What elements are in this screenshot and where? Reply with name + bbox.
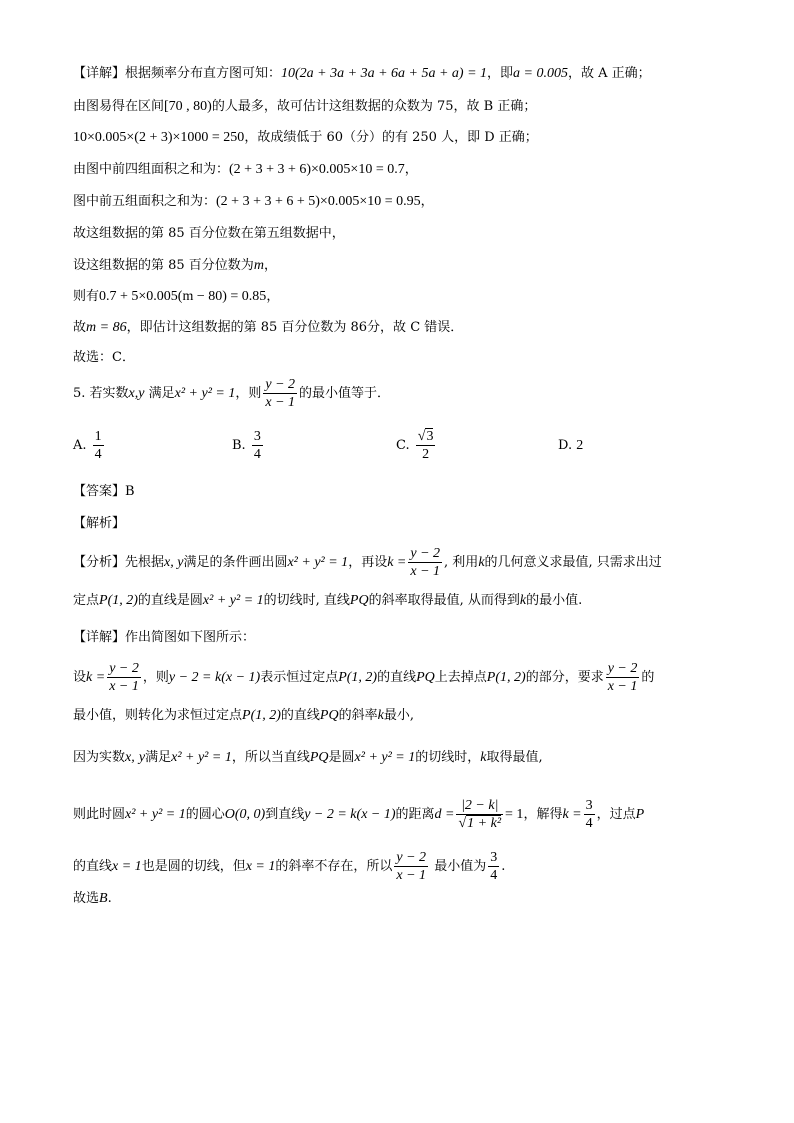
option-c-label: C. [396,438,410,453]
fenxi-mid2: ，再设 [348,555,388,570]
question-5 [73,376,734,411]
option-a-den: 4 [94,447,102,462]
s3-mid4: 的切线时， [415,750,481,765]
s5-fraction [394,849,428,884]
p1-line [73,64,734,84]
s1-mid: ，则 [142,670,169,685]
q5-fraction [263,376,297,411]
p7-line [73,256,734,276]
end-tail: . [107,891,112,906]
fenxi-k3: k [519,593,527,608]
s1-eq: y − 2 = k(x − 1) [168,670,261,685]
fenxi-tail: 的几何意义求最值, 只需求出过 [484,555,662,570]
p8-equation: 0.7 + 5×0.005(m − 80) = 0.85 [99,289,267,304]
fenxi-vars: x, y [164,555,184,570]
p9-lead: 故 [73,320,87,335]
s5-vnum: 3 [490,850,498,865]
s4-eq: x² + y² = 1 [125,807,186,822]
s4-k: k = [562,807,582,822]
fenxi-l2-mid2: 的切线时, 直线 [263,593,350,608]
s3-line [73,748,734,768]
option-a-num: 1 [94,429,102,444]
s2-point: P(1, 2) [242,708,281,723]
s2-tail: 最小, [383,708,414,723]
option-d-value: 2 [576,438,584,453]
s4-knum: 3 [585,798,593,813]
p1-lead: 【详解】根据频率分布直方图可知： [73,66,282,81]
s4-eq3: = 1 [505,807,524,822]
fenxi-fraction [408,545,442,580]
q5-tail: 的最小值等于． [299,386,391,401]
p5-tail: ， [420,194,434,209]
p8-tail: ， [266,289,280,304]
s3-lead: 因为实数 [73,750,126,765]
s4-mid4: ，解得 [523,807,563,822]
s1-num2: y − 2 [607,661,638,676]
s1-pq: PQ [416,670,435,685]
p5-equation: (2 + 3 + 3 + 6 + 5)×0.005×10 = 0.95 [216,194,421,209]
p7-var: m [253,258,264,273]
s1-mid5: 的部分，要求 [525,670,604,685]
s3-mid3: 是圆 [328,750,355,765]
option-b[interactable] [232,428,265,463]
p7-lead: 设这组数据的第 85 百分位数为 [73,258,254,273]
s5-lead: 的直线 [73,859,113,874]
p4-line [73,160,734,180]
q5-vars: x,y [128,386,145,401]
s4-den-wrap: √1 + k² [458,816,502,831]
option-b-den: 4 [253,447,261,462]
p3-equation: 10×0.005×(2 + 3)×1000 = 250 [73,130,245,145]
s3-pq: PQ [309,750,329,765]
s2-lead: 最小值，则转化为求恒过定点 [73,708,243,723]
p1-equation-2: a = 0.005 [513,66,568,81]
p2-line [73,97,734,117]
s4-k-fraction [584,797,595,832]
p5-lead: 图中前五组面积之和为： [73,194,217,209]
option-a[interactable] [73,428,106,463]
option-a-label: A. [73,438,87,453]
s1-point2: P(1, 2) [486,670,526,685]
s1-mid2: 表示恒过定点 [260,670,339,685]
p4-tail: ， [404,162,418,177]
p1-equation: 10(2a + 3a + 3a + 6a + 5a + a) = 1 [281,66,488,81]
p2-lead: 由图易得在区间 [73,99,165,114]
option-b-label: B. [232,438,246,453]
fenxi-point: P(1, 2) [99,593,138,608]
fenxi-lead: 【分析】先根据 [73,555,165,570]
s3-eq2: x² + y² = 1 [354,750,416,765]
p9-line [73,318,734,338]
s5-den: x − 1 [396,868,427,883]
q5-frac-den: x − 1 [265,395,296,410]
q5-mid2: ，则 [235,386,262,401]
s5-mid3: 最小值为 [430,859,487,874]
s1-num: y − 2 [109,661,139,676]
p9-equation: m = 86 [86,320,127,335]
s5-mid2: 的斜率不存在，所以 [275,859,393,874]
option-c-radicand: 3 [426,429,434,444]
s4-num: |2 − k| [456,797,503,815]
q5-equation: x² + y² = 1 [174,386,236,401]
fenxi-den: x − 1 [410,564,441,579]
s3-tail: 取得最值, [486,750,543,765]
q5-mid: 满足 [144,386,175,401]
option-c-fraction [416,428,436,463]
p6-line: 故这组数据的第 85 百分位数在第五组数据中， [73,226,345,241]
fenxi-mid: 满足的条件画出圆 [183,555,288,570]
p4-equation: (2 + 3 + 3 + 6)×0.005×10 = 0.7 [229,162,405,177]
s5-tail: . [501,859,506,874]
fenxi-k: k = [387,555,407,570]
p2-tail: 的人最多，故可估计这组数据的众数为 75，故 B 正确； [211,99,537,114]
s5-value-fraction [488,849,499,884]
answer-line: 【答案】B [73,484,135,499]
fenxi-eq: x² + y² = 1 [287,555,349,570]
s5-mid: 也是圆的切线，但 [141,859,246,874]
fenxi-mid3: , 利用 [444,555,479,570]
option-c[interactable] [396,428,437,463]
s1-point: P(1, 2) [338,670,378,685]
s5-num: y − 2 [396,850,427,865]
fenxi-l2-lead: 定点 [73,593,100,608]
end-lead: 故选 [73,891,100,906]
s4-mid: 的圆心 [185,807,225,822]
analysis-line: 【解析】 [73,516,126,531]
s4-den: 1 + k² [467,816,502,831]
option-b-num: 3 [253,429,261,444]
p2-interval: [70 , 80) [164,99,212,114]
s2-mid2: 的斜率 [338,708,378,723]
p1-tail: ，故 A 正确； [568,66,651,81]
s5-eq: x = 1 [112,859,142,874]
s5-eq2: x = 1 [245,859,276,874]
fenxi-l2-end: 的最小值. [526,593,583,608]
s1-den: x − 1 [109,679,139,694]
s1-fraction2 [606,660,640,695]
p9-tail: ，即估计这组数据的第 85 百分位数为 86分，故 C 错误． [126,320,464,335]
s1-line [73,660,734,695]
s2-k: k [377,708,384,723]
fenxi-k2: k [478,555,485,570]
p7-tail: ， [263,258,277,273]
s3-y: y [138,750,146,765]
s4-kden: 4 [585,816,593,831]
s5-line [73,849,734,884]
fenxi-pq: PQ [349,593,369,608]
p10-line: 故选：C． [73,350,135,365]
xiangjie-line: 【详解】作出简图如下图所示： [73,630,256,645]
s5-vden: 4 [490,868,498,883]
option-b-fraction [252,428,263,463]
s1-lead: 设 [73,670,87,685]
s3-mid: 满足 [145,750,172,765]
end-line [73,889,734,909]
fenxi-l2-tail: 的斜率取得最值, 从而得到 [368,593,520,608]
s1-k: k = [86,670,106,685]
option-c-den: 2 [422,447,430,462]
s4-mid2: 到直线 [265,807,305,822]
option-d[interactable] [558,436,583,456]
s3-mid2: ，所以当直线 [231,750,310,765]
s1-tail: 的 [641,670,655,685]
s4-origin: O(0, 0) [224,807,266,822]
s3-k: k [480,750,487,765]
s4-tail: ，过点 [596,807,636,822]
s4-mid3: 的距离 [395,807,435,822]
q5-lead: 5. 若实数 [73,386,129,401]
fenxi-eq2: x² + y² = 1 [202,593,264,608]
option-d-label: D. [558,438,573,453]
s2-line [73,706,734,726]
s4-lead: 则此时圆 [73,807,126,822]
fenxi-num: y − 2 [410,546,441,561]
s1-mid4: 上去掉点 [434,670,487,685]
s4-fraction [456,797,503,832]
s1-den2: x − 1 [607,679,638,694]
end-answer: B [99,891,108,906]
option-a-fraction [93,428,104,463]
s2-mid: 的直线 [280,708,320,723]
s3-eq: x² + y² = 1 [171,750,232,765]
p4-lead: 由图中前四组面积之和为： [73,162,230,177]
fenxi-line-1 [73,545,734,580]
s4-line [73,797,734,832]
s1-fraction [107,660,141,695]
fenxi-line-2 [73,591,734,611]
p3-line [73,128,734,148]
p8-lead: 则有 [73,289,100,304]
option-c-num: √3 [417,429,434,444]
s4-p: P [635,807,645,822]
s4-eq2: y − 2 = k(x − 1) [304,807,396,822]
s4-d: d = [434,807,455,822]
p3-tail: ，故成绩低于 60（分）的有 250 人，即 D 正确； [244,130,538,145]
s1-mid3: 的直线 [377,670,417,685]
p5-line [73,192,734,212]
fenxi-l2-mid: 的直线是圆 [137,593,203,608]
p1-mid: ，即 [487,66,514,81]
p8-line [73,287,734,307]
s3-x: x, [125,750,135,765]
s2-pq: PQ [319,708,339,723]
q5-frac-num: y − 2 [265,377,296,392]
